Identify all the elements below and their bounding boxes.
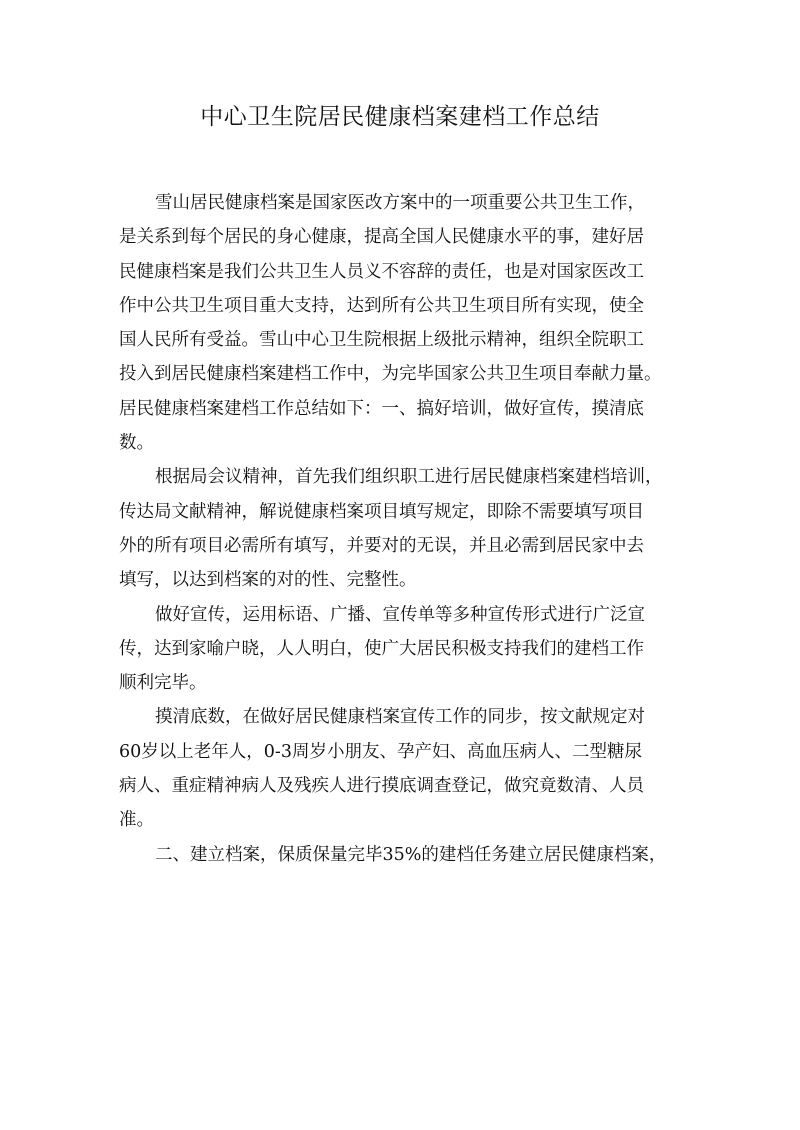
paragraph-line: 60岁以上老年人，0-3周岁小朋友、孕产妇、高血压病人、二型糖尿: [119, 741, 642, 762]
paragraph-line: 居民健康档案建档工作总结如下：一、搞好培训，做好宣传，摸清底: [119, 398, 644, 419]
paragraph-line: 数。: [119, 433, 154, 454]
paragraph-line: 填写，以达到档案的对的性、完整性。: [119, 570, 417, 591]
paragraph-line: 雪山居民健康档案是国家医改方案中的一项重要公共卫生工作，: [155, 193, 645, 213]
paragraph-line: 是关系到每个居民的身心健康，提高全国人民健康水平的事，建好居: [119, 227, 644, 248]
paragraph-line: 作中公共卫生项目重大支持，达到所有公共卫生项目所有实现，使全: [119, 295, 644, 316]
paragraph-line: 病人、重症精神病人及残疾人进行摸底调查登记，做究竟数清、人员: [119, 776, 644, 797]
paragraph-line: 二、建立档案，保质保量完毕35%的建档任务建立居民健康档案，: [155, 844, 667, 865]
paragraph-line: 准。: [119, 810, 154, 831]
paragraph-line: 国人民所有受益。雪山中心卫生院根据上级批示精神，组织全院职工: [119, 330, 644, 351]
paragraph-line: 投入到居民健康档案建档工作中，为完毕国家公共卫生项目奉献力量。: [119, 364, 662, 385]
paragraph-line: 顺利完毕。: [119, 673, 207, 694]
paragraph-line: 做好宣传，运用标语、广播、宣传单等多种宣传形式进行广泛宣: [155, 604, 645, 625]
paragraph-line: 根据局会议精神，首先我们组织职工进行居民健康档案建档培训，: [155, 467, 663, 488]
document-body: [119, 186, 683, 872]
paragraph-line: 传达局文献精神，解说健康档案项目填写规定，即除不需要填写项目: [119, 501, 644, 522]
paragraph-line: 摸清底数，在做好居民健康档案宣传工作的同步，按文献规定对: [155, 707, 645, 728]
paragraph-line: 外的所有项目必需所有填写，并要对的无误，并且必需到居民家中去: [119, 535, 644, 556]
paragraph-line: 传，达到家喻户晓，人人明白，使广大居民积极支持我们的建档工作: [119, 638, 644, 659]
paragraph-line: 民健康档案是我们公共卫生人员义不容辞的责任，也是对国家医改工: [119, 261, 644, 282]
document-title: 中心卫生院居民健康档案建档工作总结: [200, 104, 600, 130]
